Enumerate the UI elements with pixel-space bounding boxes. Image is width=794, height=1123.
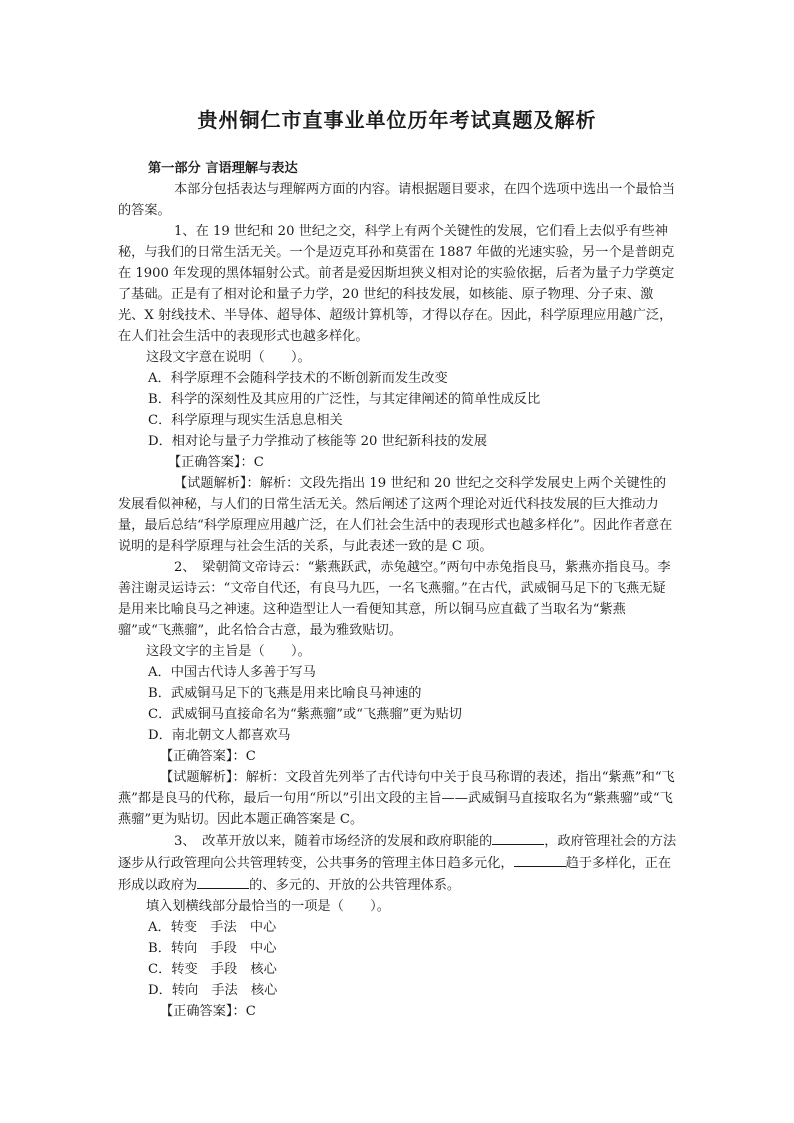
question-3-blank-2 — [514, 852, 566, 867]
question-2-option-c: C．武威铜马直接命名为“紫燕骝”或“飞燕骝”更为贴切 — [148, 707, 462, 722]
question-3-option-c: C．转变 手段 核心 — [148, 962, 277, 977]
question-3-text-2: ，政府管理社会的方法逐步从行政管理向公共管理转变，公共事务的管理主体日趋多元化， — [118, 834, 677, 871]
question-3-answer: 【正确答案】：C — [160, 1004, 256, 1019]
question-1-option-c: C．科学原理与现实生活息息相关 — [148, 413, 343, 428]
section-heading: 第一部分 言语理解与表达 — [148, 161, 298, 176]
question-3-text-3: 趋于多样化，正在形成以政府为 — [118, 856, 672, 893]
question-3-blank-1 — [492, 830, 544, 845]
question-1-option-d: D．相对论与量子力学推动了核能等 20 世纪新科技的发展 — [148, 434, 488, 449]
question-3-option-a: A．转变 手法 中心 — [148, 920, 277, 935]
question-3-passage — [118, 830, 678, 896]
document-body — [118, 158, 678, 1022]
question-2-passage: 2、 梁朝简文帝诗云：“紫燕跃武，赤兔越空。”两句中赤兔指良马，紫燕亦指良马。李善注谢灵运诗云：“文帝自代还，有良马九匹，一名飞燕骝。”在古代，武威铜马足下的飞燕无疑是用来比喻良马之神速。这种造型让人一看便知其意，所以铜马应直截了当取名为“紫燕骝”或“飞燕骝”，此名恰合古意，最为雅致贴切。 — [118, 560, 671, 638]
question-1-option-b: B．科学的深刻性及其应用的广泛性，与其定律阐述的简单性成反比 — [148, 392, 541, 407]
question-2-option-b: B．武威铜马足下的飞燕是用来比喻良马神速的 — [148, 686, 422, 701]
question-2-explanation: 【试题解析】：解析：文段首先列举了古代诗句中关于良马称谓的表述，指出“紫燕”和“飞燕”都是良马的代称，最后一句用“所以”引出文段的主旨——武威铜马直接取名为“紫燕骝”或“飞燕骝”更为贴切。因此本题正确答案是 C。 — [118, 770, 675, 827]
question-1-prompt: 这段文字意在说明（ ）。 — [146, 350, 311, 365]
question-3-text-1: 3、 改革开放以来，随着市场经济的发展和政府职能的 — [174, 834, 493, 849]
question-3-blank-3 — [197, 874, 249, 889]
question-2-option-a: A．中国古代诗人多善于写马 — [148, 665, 316, 680]
question-3-prompt: 填入划横线部分最恰当的一项是（ ）。 — [146, 899, 390, 914]
question-1-option-a: A．科学原理不会随科学技术的不断创新而发生改变 — [148, 371, 448, 386]
question-1-answer: 【正确答案】：C — [168, 455, 264, 470]
question-2-answer: 【正确答案】：C — [160, 749, 256, 764]
question-3-option-d: D．转向 手法 核心 — [148, 983, 278, 998]
question-1-explanation: 【试题解析】：解析：文段先指出 19 世纪和 20 世纪之交科学发展史上两个关键性的发展看似神秘，与人们的日常生活无关。然后阐述了这两个理论对近代科技发展的巨大推动力量，最后总结“科学原理应用越广泛，在人们社会生活中的表现形式也越多样化”。因此作者意在说明的是科学原理与社会生活的关系，与此表述一致的是 C 项。 — [118, 476, 673, 554]
question-1-passage: 1、在 19 世纪和 20 世纪之交，科学上有两个关键性的发展，它们看上去似乎有些神秘，与我们的日常生活无关。一个是迈克耳孙和莫雷在 1887 年做的光速实验，另一个是普朗克在 1900 年发现的黑体辐射公式。前者是爱因斯坦狭义相对论的实验依据，后者为量子力学奠定了基础。正是有了相对论和量子力学，20 世纪的科技发展，如核能、原子物理、分子束、激光、X 射线技术、半导体、超导体、超级计算机等，才得以存在。因此，科学原理应用越广泛，在人们社会生活中的表现形式也越多样化。 — [118, 224, 675, 344]
question-3-option-b: B．转向 手段 中心 — [148, 941, 277, 956]
section-intro: 本部分包括表达与理解两方面的内容。请根据题目要求，在四个选项中选出一个最恰当的答案。 — [118, 182, 676, 218]
question-2-prompt: 这段文字的主旨是（ ）。 — [146, 644, 311, 659]
document-title: 贵州铜仁市直事业单位历年考试真题及解析 — [197, 108, 597, 132]
question-2-option-d: D．南北朝文人都喜欢马 — [148, 728, 291, 743]
question-3-text-4: 的、多元的、开放的公共管理体系。 — [249, 878, 461, 893]
